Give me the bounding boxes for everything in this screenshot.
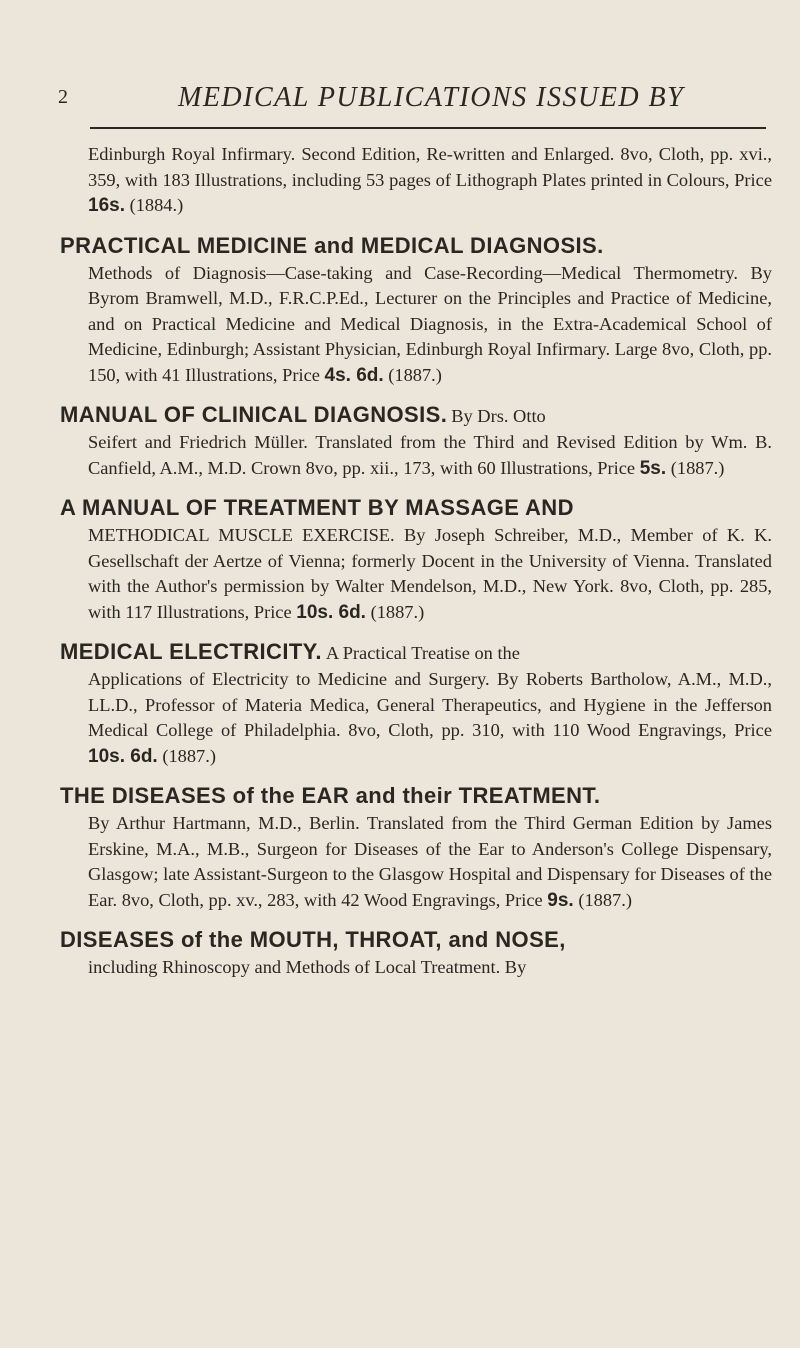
- catalogue-entry: [60, 231, 772, 389]
- entry-body: METHODICAL MUSCLE EXERCISE. By Joseph Schreiber, M.D., Member of K. K. Gesellschaft der Aertze of Vienna; formerly Docent in the University of Vienna. Translated with the Author's permission by Walter Mendelson, M.D., New York. 8vo, Cloth, pp. 285, with 117 Illustrations, Price 10s. 6d. (1887.): [88, 525, 772, 623]
- entry-title: THE DISEASES of the EAR and their TREATMENT.: [60, 783, 601, 808]
- entry-title: PRACTICAL MEDICINE and MEDICAL DIAGNOSIS.: [60, 232, 604, 258]
- entry-body: Applications of Electricity to Medicine and Surgery. By Roberts Bartholow, A.M., M.D., LL.D., Professor of Materia Medica, General Therapeutics, and Hygiene in the Jefferson Medical College of Philadelphia. 8vo, Cloth, pp. 310, with 110 Wood Engravings, Price 10s. 6d. (1887.): [88, 669, 772, 767]
- entry-body: Methods of Diagnosis—Case-taking and Case-Recording—Medical Thermometry. By Byrom Bramwell, M.D., F.R.C.P.Ed., Lecturer on the Principles and Practice of Medicine, and on Practical Medicine and Medical Diagnosis, in the Extra-Academical School of Medicine, Edinburgh; Assistant Physician, Edinburgh Royal Infirmary. Large 8vo, Cloth, pp. 150, with 41 Illustrations, Price 4s. 6d. (1887.): [88, 262, 772, 386]
- entry-year: (1887.): [388, 364, 442, 385]
- entry-body: Edinburgh Royal Infirmary. Second Edition, Re-written and Enlarged. 8vo, Cloth, pp. xvi., 359, with 183 Illustrations, including 53 pages of Lithograph Plates printed in Colours, Price 16s. (1884.): [88, 144, 772, 216]
- page-number: 2: [58, 86, 68, 108]
- entry-price: 9s.: [547, 889, 574, 911]
- header-rule: [90, 127, 766, 129]
- catalogue-entry: [60, 925, 772, 981]
- entry-price: 5s.: [639, 457, 667, 479]
- entry-price: 10s. 6d.: [296, 601, 366, 623]
- entry-title: DISEASES of the MOUTH, THROAT, and NOSE,: [60, 927, 566, 952]
- catalogue-entry: [60, 781, 772, 913]
- running-head: MEDICAL PUBLICATIONS ISSUED BY: [178, 82, 685, 113]
- entry-subtitle: By Drs. Otto: [451, 406, 546, 426]
- entry-body: By Arthur Hartmann, M.D., Berlin. Translated from the Third German Edition by James Erskine, M.A., M.B., Surgeon for Diseases of the Ear to Anderson's College Dispensary, Glasgow; late Assistant-Surgeon to the Glasgow Hospital and Dispensary for Diseases of the Ear. 8vo, Cloth, pp. xv., 283, with 42 Wood Engravings, Price 9s. (1887.): [88, 813, 772, 911]
- entry-price: 10s. 6d.: [88, 745, 158, 767]
- catalogue-entry: [60, 400, 772, 481]
- entry-title: MEDICAL ELECTRICITY.: [60, 639, 322, 664]
- catalogue-entry: [60, 637, 772, 769]
- entry-price: 16s.: [88, 195, 125, 216]
- entry-title: A MANUAL OF TREATMENT BY MASSAGE AND: [60, 495, 574, 520]
- entry-year: (1887.): [162, 745, 216, 766]
- entry-year: (1884.): [129, 195, 184, 215]
- page-header: [0, 0, 800, 130]
- entry-title: MANUAL OF CLINICAL DIAGNOSIS.: [60, 402, 448, 427]
- entry-body: Seifert and Friedrich Müller. Translated from the Third and Revised Edition by Wm. B. Canfield, A.M., M.D. Crown 8vo, pp. xii., 173, with 60 Illustrations, Price 5s. (1887.): [88, 432, 772, 479]
- catalogue-entry: [60, 493, 772, 625]
- entry-year: (1887.): [578, 889, 632, 910]
- catalogue-listing: [60, 142, 772, 993]
- entry-subtitle: A Practical Treatise on the: [325, 643, 520, 663]
- entry-body: including Rhinoscopy and Methods of Local Treatment. By: [88, 957, 527, 977]
- entry-price: 4s. 6d.: [324, 364, 384, 386]
- entry-year: (1887.): [670, 457, 725, 478]
- catalogue-entry: [60, 142, 772, 219]
- entry-year: (1887.): [370, 601, 425, 622]
